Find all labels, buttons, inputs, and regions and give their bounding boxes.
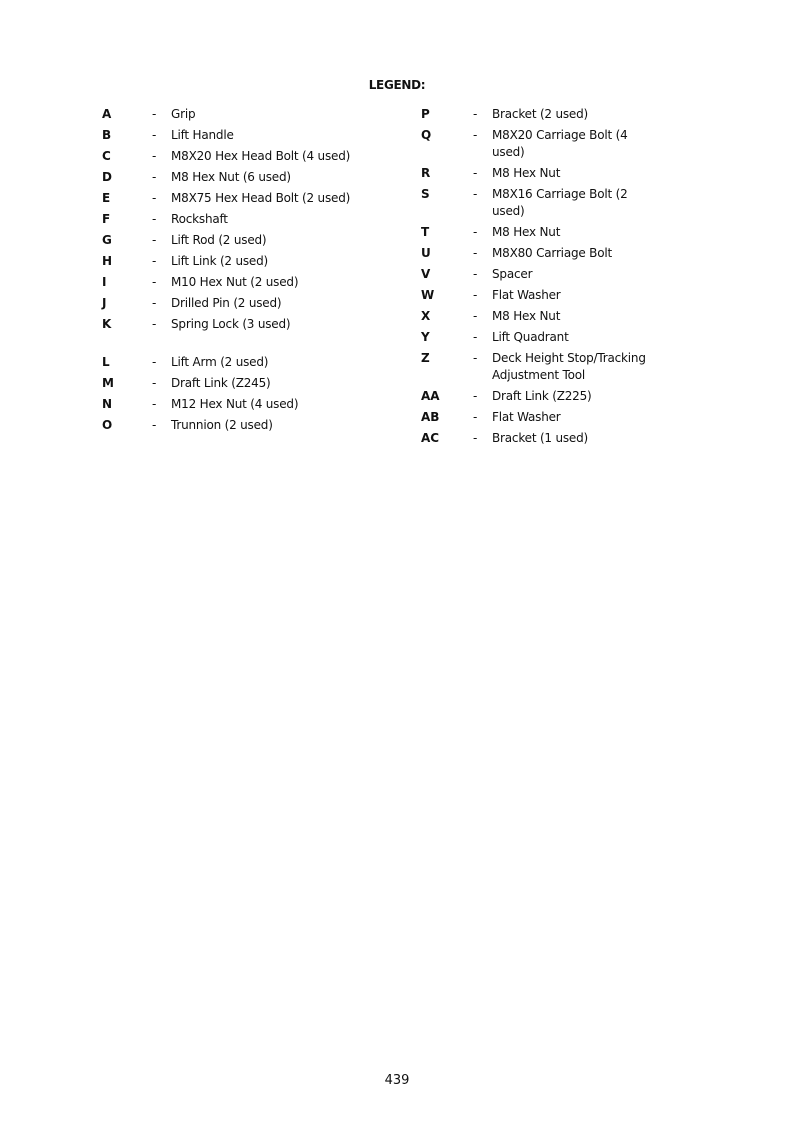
legend-item xyxy=(102,253,381,270)
legend-description: Deck Height Stop/Tracking Adjustment Tool xyxy=(492,351,646,382)
legend-separator: - xyxy=(473,410,478,424)
legend-separator: - xyxy=(152,376,157,390)
legend-separator: - xyxy=(152,275,157,289)
legend-key: W xyxy=(421,288,435,302)
page-number: 439 xyxy=(384,1073,410,1088)
legend-separator: - xyxy=(152,149,157,163)
legend-item xyxy=(421,308,662,325)
legend-item xyxy=(102,316,381,350)
legend-item xyxy=(421,287,662,304)
legend-key: I xyxy=(102,275,107,289)
legend-key: O xyxy=(102,418,113,432)
legend-separator: - xyxy=(152,317,157,331)
legend-description: M8 Hex Nut (6 used) xyxy=(171,170,291,184)
legend-item xyxy=(102,232,381,249)
legend-item xyxy=(102,106,381,123)
legend-key: D xyxy=(102,170,112,184)
legend-separator: - xyxy=(152,107,157,121)
legend-separator: - xyxy=(152,254,157,268)
legend-key: H xyxy=(102,254,113,268)
legend-key: AC xyxy=(421,431,440,445)
legend-description: Lift Rod (2 used) xyxy=(171,233,267,247)
legend-description: Rockshaft xyxy=(171,212,228,226)
legend-item xyxy=(102,354,381,371)
legend-separator: - xyxy=(473,288,478,302)
legend-description: Lift Quadrant xyxy=(492,330,569,344)
legend-item xyxy=(421,329,662,346)
legend-key: R xyxy=(421,166,431,180)
legend-column-right xyxy=(421,106,662,451)
legend-item xyxy=(421,388,662,405)
legend-item xyxy=(102,148,381,165)
legend-key: X xyxy=(421,309,431,323)
legend-key: Y xyxy=(421,330,430,344)
legend-item xyxy=(102,274,381,291)
legend-key: F xyxy=(102,212,111,226)
legend-separator: - xyxy=(473,246,478,260)
legend-key: Q xyxy=(421,128,432,142)
legend-separator: - xyxy=(152,191,157,205)
legend-description: Lift Link (2 used) xyxy=(171,254,269,268)
legend-description: Bracket (2 used) xyxy=(492,107,589,121)
legend-description: Draft Link (Z245) xyxy=(171,376,271,390)
legend-separator: - xyxy=(473,107,478,121)
legend-key: S xyxy=(421,187,430,201)
legend-key: J xyxy=(102,296,107,310)
legend-description: M8 Hex Nut xyxy=(492,166,561,180)
legend-description: M10 Hex Nut (2 used) xyxy=(171,275,299,289)
legend-item xyxy=(102,190,381,207)
legend-item xyxy=(102,295,381,312)
legend-key: P xyxy=(421,107,430,121)
legend-description: M8 Hex Nut xyxy=(492,309,561,323)
legend-item xyxy=(102,417,381,434)
legend-key: K xyxy=(102,317,112,331)
legend-description: M8X75 Hex Head Bolt (2 used) xyxy=(171,191,351,205)
legend-separator: - xyxy=(152,355,157,369)
legend-column-left xyxy=(102,106,381,438)
legend-item xyxy=(102,169,381,186)
legend-item xyxy=(421,409,662,426)
legend-separator: - xyxy=(473,187,478,201)
legend-item xyxy=(102,396,381,413)
legend-separator: - xyxy=(473,166,478,180)
legend-description: M8 Hex Nut xyxy=(492,225,561,239)
legend-separator: - xyxy=(152,233,157,247)
legend-separator: - xyxy=(152,296,157,310)
legend-description: M8X20 Hex Head Bolt (4 used) xyxy=(171,149,351,163)
legend-key: B xyxy=(102,128,112,142)
legend-key: A xyxy=(102,107,112,121)
legend-key: M xyxy=(102,376,114,390)
legend-key: T xyxy=(421,225,430,239)
legend-description: Flat Washer xyxy=(492,410,561,424)
legend-description: Draft Link (Z225) xyxy=(492,389,592,403)
legend-separator: - xyxy=(152,170,157,184)
legend-description: Trunnion (2 used) xyxy=(171,418,273,432)
legend-key: E xyxy=(102,191,111,205)
legend-item xyxy=(421,350,662,384)
legend-key: V xyxy=(421,267,431,281)
legend-separator: - xyxy=(473,351,478,365)
legend-description: Drilled Pin (2 used) xyxy=(171,296,282,310)
legend-separator: - xyxy=(473,431,478,445)
legend-key: G xyxy=(102,233,112,247)
legend-description: Spring Lock (3 used) xyxy=(171,317,291,331)
legend-key: C xyxy=(102,149,111,163)
legend-separator: - xyxy=(473,330,478,344)
legend-description: Flat Washer xyxy=(492,288,561,302)
legend-key: N xyxy=(102,397,113,411)
legend-separator: - xyxy=(473,267,478,281)
legend-item xyxy=(421,186,662,220)
legend-separator: - xyxy=(152,397,157,411)
legend-description: M8X16 Carriage Bolt (2 used) xyxy=(492,187,628,218)
legend-title: LEGEND: xyxy=(368,78,426,92)
legend-item xyxy=(421,245,662,262)
legend-description: Bracket (1 used) xyxy=(492,431,589,445)
legend-item xyxy=(421,106,662,123)
legend-item xyxy=(102,127,381,144)
legend-separator: - xyxy=(152,212,157,226)
legend-description: Lift Handle xyxy=(171,128,234,142)
legend-item xyxy=(421,266,662,283)
legend-key: Z xyxy=(421,351,430,365)
legend-item xyxy=(102,375,381,392)
legend-description: M8X20 Carriage Bolt (4 used) xyxy=(492,128,628,159)
legend-key: U xyxy=(421,246,431,260)
legend-key: AB xyxy=(421,410,440,424)
legend-separator: - xyxy=(473,389,478,403)
legend-item xyxy=(421,165,662,182)
legend-separator: - xyxy=(473,128,478,142)
legend-separator: - xyxy=(152,128,157,142)
legend-key: L xyxy=(102,355,110,369)
legend-item xyxy=(421,430,662,447)
legend-separator: - xyxy=(473,309,478,323)
legend-description: Grip xyxy=(171,107,196,121)
legend-separator: - xyxy=(473,225,478,239)
legend-description: Spacer xyxy=(492,267,533,281)
legend-item xyxy=(421,224,662,241)
legend-description: M12 Hex Nut (4 used) xyxy=(171,397,299,411)
legend-description: Lift Arm (2 used) xyxy=(171,355,269,369)
legend-item xyxy=(421,127,662,161)
legend-key: AA xyxy=(421,389,440,403)
legend-description: M8X80 Carriage Bolt xyxy=(492,246,612,260)
legend-item xyxy=(102,211,381,228)
legend-separator: - xyxy=(152,418,157,432)
